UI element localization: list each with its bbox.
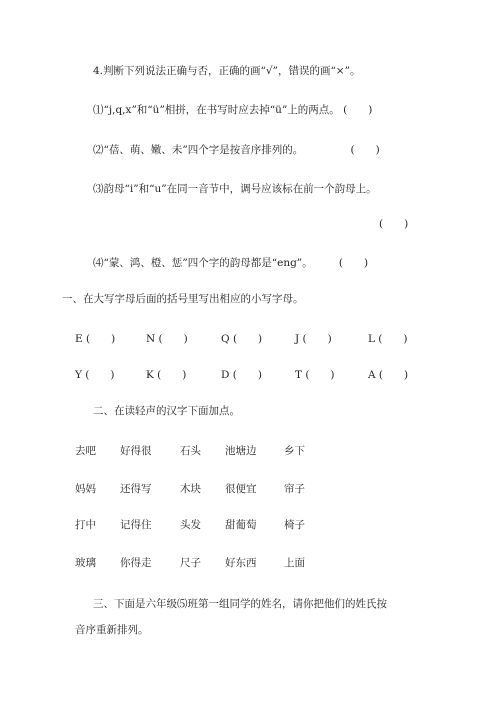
letter-blank-K: K ( ) (146, 369, 187, 381)
question-4-title: 4.判断下列说法正确与否，正确的画“√”，错误的画“×”。 (93, 65, 361, 77)
word: 头发 (180, 519, 201, 531)
letter-blank-N: N ( ) (146, 333, 188, 345)
word: 记得住 (120, 519, 152, 531)
letter-blank-J: J ( ) (295, 333, 332, 345)
word: 玻璃 (75, 557, 96, 569)
letter-blank-E: E ( ) (75, 333, 116, 345)
letter-blank-A: A ( ) (368, 369, 409, 381)
word: 池塘边 (225, 445, 257, 457)
word: 乡下 (284, 445, 305, 457)
section-2-title: 二、在读轻声的汉字下面加点。 (93, 405, 240, 417)
word: 尺子 (180, 557, 201, 569)
letter-blank-L: L ( ) (368, 333, 408, 345)
question-4-item-3: ⑶韵母“i”和“u”在同一音节中，调号应该标在前一个韵母上。 (93, 183, 377, 195)
question-4-item-2: ⑵“蓓、萌、嫩、未”四个字是按音序排列的。 ( ) (93, 144, 380, 156)
word: 好东西 (225, 557, 257, 569)
word: 帘子 (284, 483, 305, 495)
question-4-item-1: ⑴“j,q,x”和“ü”相拼，在书写时应去掉“ü”上的两点。 ( ) (93, 104, 373, 116)
letter-blank-T: T ( ) (295, 369, 335, 381)
word: 妈妈 (75, 483, 96, 495)
word: 还得写 (120, 483, 152, 495)
section-1-title: 一、在大写字母后面的括号里写出相应的小写字母。 (62, 293, 304, 305)
word: 去吧 (75, 445, 96, 457)
word: 石头 (180, 445, 201, 457)
word: 打中 (75, 519, 96, 531)
section-3-title-line-1: 三、下面是六年级⑸班第一组同学的姓名，请你把他们的姓氏按 (93, 598, 387, 610)
letter-blank-Q: Q ( ) (221, 333, 263, 345)
letter-blank-Y: Y ( ) (75, 369, 115, 381)
letter-blank-D: D ( ) (221, 369, 262, 381)
word: 椅子 (284, 519, 305, 531)
question-4-item-3-answer: ( ) (379, 218, 409, 230)
word: 很便宜 (225, 483, 257, 495)
word: 木块 (180, 483, 201, 495)
word: 甜葡萄 (225, 519, 257, 531)
question-4-item-4: ⑷“蒙、鸿、橙、惩”四个字的韵母都是“eng”。 ( ) (93, 257, 369, 269)
word: 你得走 (120, 557, 152, 569)
word: 好得很 (120, 445, 152, 457)
section-3-title-line-2: 音序重新排列。 (75, 624, 149, 636)
word: 上面 (284, 557, 305, 569)
